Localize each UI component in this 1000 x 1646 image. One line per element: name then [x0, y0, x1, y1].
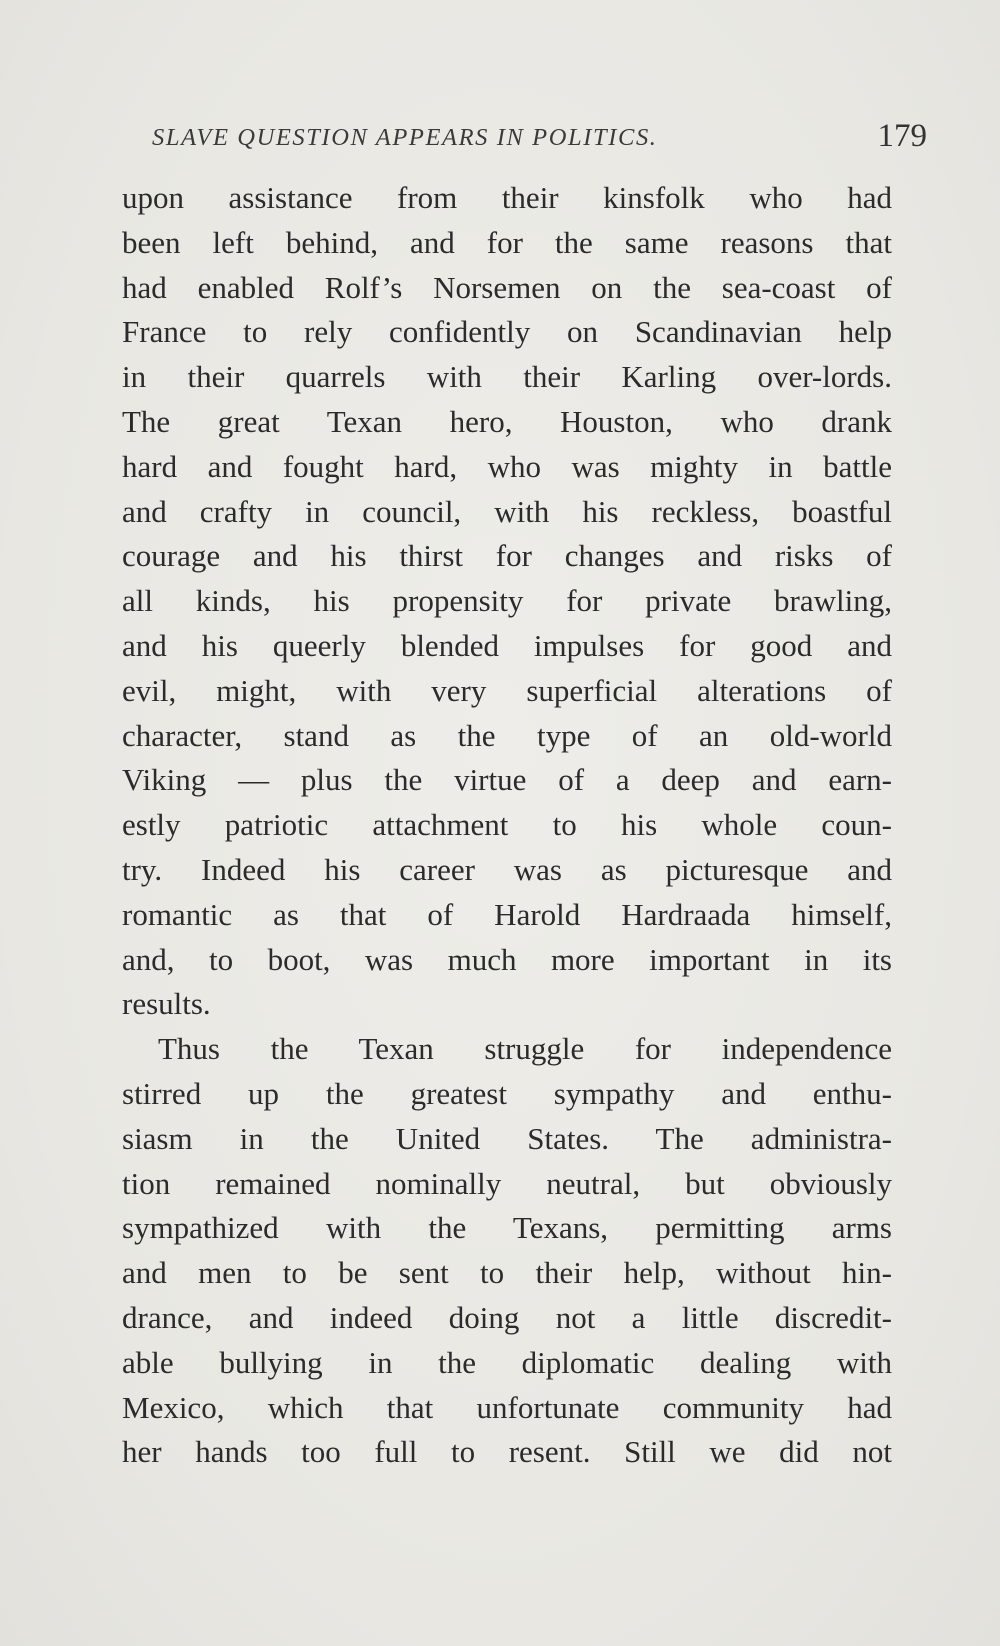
text-line: her hands too full to resent. Still we did not — [122, 1434, 892, 1470]
text-line: all kinds, his propensity for private brawling, — [122, 583, 892, 619]
text-line: hard and fought hard, who was mighty in battle — [122, 448, 892, 484]
text-line: drance, and indeed doing not a little discredit- — [122, 1299, 892, 1335]
paragraph-2 — [122, 1027, 892, 1475]
running-head: SLAVE QUESTION APPEARS IN POLITICS. — [152, 124, 658, 151]
text-line: sympathized with the Texans, permitting arms — [122, 1210, 892, 1246]
text-line: evil, might, with very superficial alterations of — [122, 672, 892, 708]
text-line: courage and his thirst for changes and risks of — [122, 538, 892, 574]
text-line: been left behind, and for the same reasons that — [122, 224, 892, 260]
body-text — [122, 176, 892, 1475]
text-line: France to rely confidently on Scandinavian help — [122, 314, 892, 350]
text-line: romantic as that of Harold Hardraada himself, — [122, 896, 892, 932]
text-line: try. Indeed his career was as picturesque and — [122, 851, 892, 887]
text-line: estly patriotic attachment to his whole coun- — [122, 807, 892, 843]
text-line: upon assistance from their kinsfolk who had — [122, 180, 892, 215]
text-line: siasm in the United States. The administra- — [122, 1120, 892, 1156]
text-line: and, to boot, was much more important in its — [122, 941, 892, 977]
paragraph-1 — [122, 176, 892, 1027]
text-line: stirred up the greatest sympathy and enthu- — [122, 1075, 892, 1111]
page-header — [122, 118, 927, 158]
text-line: and crafty in council, with his reckless, boastful — [122, 493, 892, 529]
text-line: Thus the Texan struggle for independence — [158, 1031, 892, 1067]
text-line: tion remained nominally neutral, but obviously — [122, 1165, 892, 1201]
text-line: Viking — plus the virtue of a deep and earn- — [122, 762, 892, 798]
text-line: Mexico, which that unfortunate community had — [122, 1389, 892, 1425]
text-line: results. — [122, 986, 211, 1022]
text-line: able bullying in the diplomatic dealing with — [122, 1344, 892, 1380]
text-line: and men to be sent to their help, without hin- — [122, 1255, 892, 1291]
page-number: 179 — [877, 118, 927, 154]
text-line: character, stand as the type of an old-world — [122, 717, 892, 753]
text-line: The great Texan hero, Houston, who drank — [122, 403, 892, 439]
text-line: in their quarrels with their Karling over-lords. — [122, 359, 892, 395]
text-line: had enabled Rolf’s Norsemen on the sea-coast of — [122, 269, 892, 305]
text-line: and his queerly blended impulses for good and — [122, 627, 892, 663]
